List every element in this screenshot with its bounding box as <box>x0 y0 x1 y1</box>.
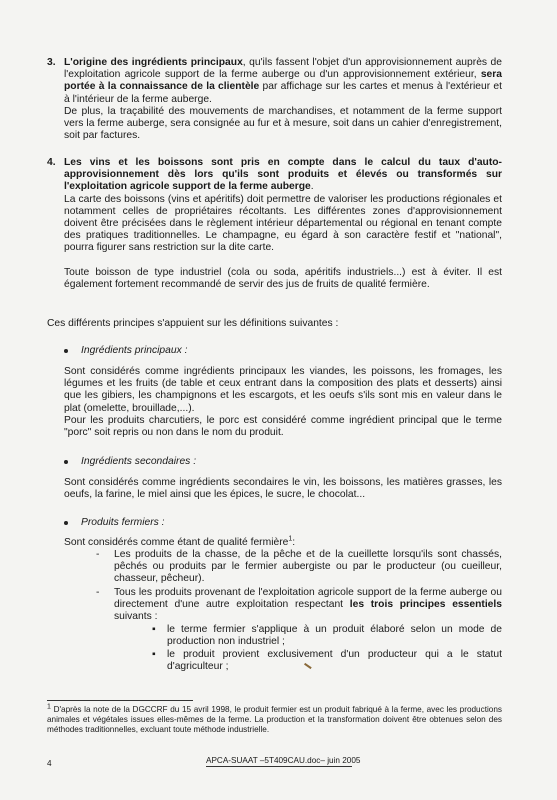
trois-principes-emphasis: les trois principes essentiels <box>349 599 502 611</box>
fermiers-principle-2: le produit provient exclusivement d'un producteur qui a le statut d'agriculteur ; <box>167 649 502 673</box>
footnote <box>47 705 502 735</box>
secondaires-paragraph-1: Sont considérés comme ingrédients secondaires le vin, les boissons, les matières grasses, les oeufs, la farine, le miel ainsi que les épices, le sucre, le chocolat... <box>64 477 502 501</box>
footnote-ref: 1 <box>288 535 293 543</box>
footnote-text: D'après la note de la DGCCRF du 15 avril 1998, le produit fermier est un produit fabriqué à la ferme, avec les productions animales et végétales issues elles-mêmes de la ferme. La production et la transformation doivent être obtenues selon des méthodes traditionnelles, excluant toute méthode industrielle. <box>47 705 502 734</box>
footnote-divider <box>47 700 193 701</box>
principaux-paragraph-1: Sont considérés comme ingrédients principaux les viandes, les poissons, les fromages, les légumes et les fruits (de table et ceux entrant dans la composition des plats et desserts) ainsi que les gibiers, les champignons et les escargots, et les oeufs s'ils sont mis en valeur dans le plat (omelette, brouillade,...). <box>64 366 502 414</box>
heading-ingredients-principaux: Ingrédients principaux : <box>81 345 188 356</box>
bullet-icon <box>64 349 68 353</box>
item-3-paragraph-2: De plus, la traçabilité des mouvements de marchandises, et notamment de la ferme support vers la ferme auberge, sera consignée au fur et à mesure, soit dans un cahier d'enregistrement, soit par factures. <box>64 105 502 142</box>
page-number: 4 <box>47 759 52 768</box>
principaux-paragraph-2: Pour les produits charcutiers, le porc est considéré comme ingrédient principal que le terme "porc" soit repris ou non dans le nom du produit. <box>64 414 502 439</box>
square-bullet-icon: ▪ <box>152 624 156 635</box>
heading-produits-fermiers: Produits fermiers : <box>81 517 165 528</box>
fermiers-dash-2: Tous les produits provenant de l'exploitation agricole support de la ferme auberge ou directement d'une autre exploitation respectant les trois principes essentiels suivants : <box>114 587 502 623</box>
principaux-block <box>64 366 502 439</box>
item-3-emphasis: sera portée à la connaissance de la clientèle <box>64 69 502 93</box>
fermiers-dash-1: Les produits de la chasse, de la pêche et de la cueillette lorsqu'ils sont chassés, pêchés ou produits par le fermier aubergiste ou par le producteur (ou cueilleur, chasseur, pêcheur). <box>114 549 502 585</box>
item-3-title: L'origine des ingrédients principaux <box>64 57 243 68</box>
definitions-intro: Ces différents principes s'appuient sur les définitions suivantes : <box>47 318 339 329</box>
bullet-icon <box>64 521 68 525</box>
item-4-paragraph-2: Toute boisson de type industriel (cola ou soda, apéritifs industriels...) est à éviter. Il est également fortement recommandé de servir des jus de fruits de qualité fermière. <box>64 266 502 290</box>
document-reference: APCA-SUAAT –5T409CAU.doc– juin 2005 <box>206 756 361 765</box>
heading-ingredients-secondaires: Ingrédients secondaires : <box>81 456 197 467</box>
dash-marker: - <box>96 587 100 598</box>
dash-marker: - <box>96 549 100 560</box>
bullet-icon <box>64 460 68 464</box>
item-3-paragraph: L'origine des ingrédients principaux, qu'ils fassent l'objet d'un approvisionnement auprès de l'exploitation agricole support de la ferme auberge ou d'un approvisionnement extérieur, sera portée à la connaissance de la clientèle par affichage sur les cartes et menus à l'extérieur et à l'intérieur de la ferme auberge. De plus, la traçabilité des mouvements de marchandises, et notamment de la ferme support vers la ferme auberge, sera consignée au fur et à mesure, soit dans un cahier d'enregistrement, soit par factures. <box>64 57 502 142</box>
fermiers-lead: Sont considérés comme étant de qualité fermière$^1$: <box>64 535 296 548</box>
item-4-title: Les vins et les boissons sont pris en compte dans le calcul du taux d'auto-approvisionnement dès lors qu'ils sont produits et élevés ou transformés sur l'exploitation agricole support de la ferme auberge <box>64 157 502 193</box>
secondaires-block <box>64 477 502 501</box>
fermiers-principle-1: le terme fermier s'applique à un produit élaboré selon un mode de production non industriel ; <box>167 624 502 648</box>
item-4-paragraph: Les vins et les boissons sont pris en compte dans le calcul du taux d'auto-approvisionnement dès lors qu'ils sont produits et élevés ou transformés sur l'exploitation agricole support de la ferme auberge. La carte des boissons (vins et apéritifs) doit permettre de valoriser les productions régionales et notamment celles de propriétaires récoltants. Les différentes zones d'approvisionnement doivent être précisées dans le règlement intérieur départemental ou régional en tenant compte des pratiques traditionnelles. Le champagne, eu égard à son caractère festif et "national", pourra figurer sans restriction sur la dite carte. Toute boisson de type industriel (cola ou soda, apéritifs industriels...) est à éviter. Il est également fortement recommandé de servir des jus de fruits de qualité fermière. <box>64 157 502 290</box>
item-4-number: 4. <box>47 157 56 168</box>
footnote-marker: 1 <box>47 703 51 711</box>
item-4-paragraph-1: La carte des boissons (vins et apéritifs) doit permettre de valoriser les productions régionales et notamment celles de propriétaires récoltants. Les différentes zones d'approvisionnement doivent être précisées dans le règlement intérieur départemental ou régional en tenant compte des pratiques traditionnelles. Le champagne, eu égard à son caractère festif et "national", pourra figurer sans restriction sur la dite carte. <box>64 193 502 254</box>
item-3-number: 3. <box>47 57 56 68</box>
footer-underline <box>206 766 352 767</box>
square-bullet-icon: ▪ <box>152 649 156 660</box>
